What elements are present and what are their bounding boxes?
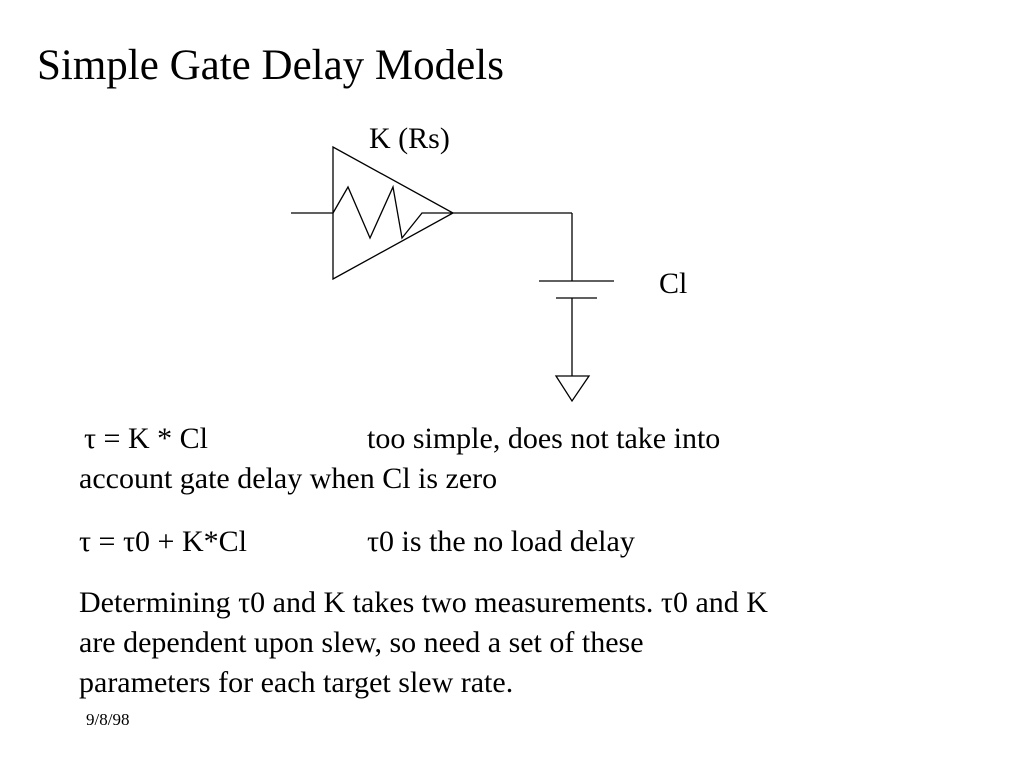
paragraph-line: Determining τ0 and K takes two measurements. τ0 and K <box>79 586 768 619</box>
paragraph-line: are dependent upon slew, so need a set of these <box>79 626 644 659</box>
capacitor-label: Cl <box>659 267 688 300</box>
equation-2-formula: τ = τ0 + K*Cl <box>79 525 247 558</box>
measurement-paragraph <box>79 583 768 703</box>
equation-1-formula: τ = K * Cl <box>84 422 208 455</box>
paragraph-line: parameters for each target slew rate. <box>79 666 514 699</box>
resistor-zigzag-symbol <box>333 187 453 238</box>
slide-title: Simple Gate Delay Models <box>37 42 504 89</box>
equation-2-note: τ0 is the no load delay <box>367 525 635 558</box>
equation-1-note-continuation: account gate delay when Cl is zero <box>79 462 498 495</box>
resistor-label: K (Rs) <box>369 122 450 155</box>
equation-1-note: too simple, does not take into <box>367 422 721 455</box>
slide-date: 9/8/98 <box>86 710 130 729</box>
ground-symbol <box>556 376 589 401</box>
